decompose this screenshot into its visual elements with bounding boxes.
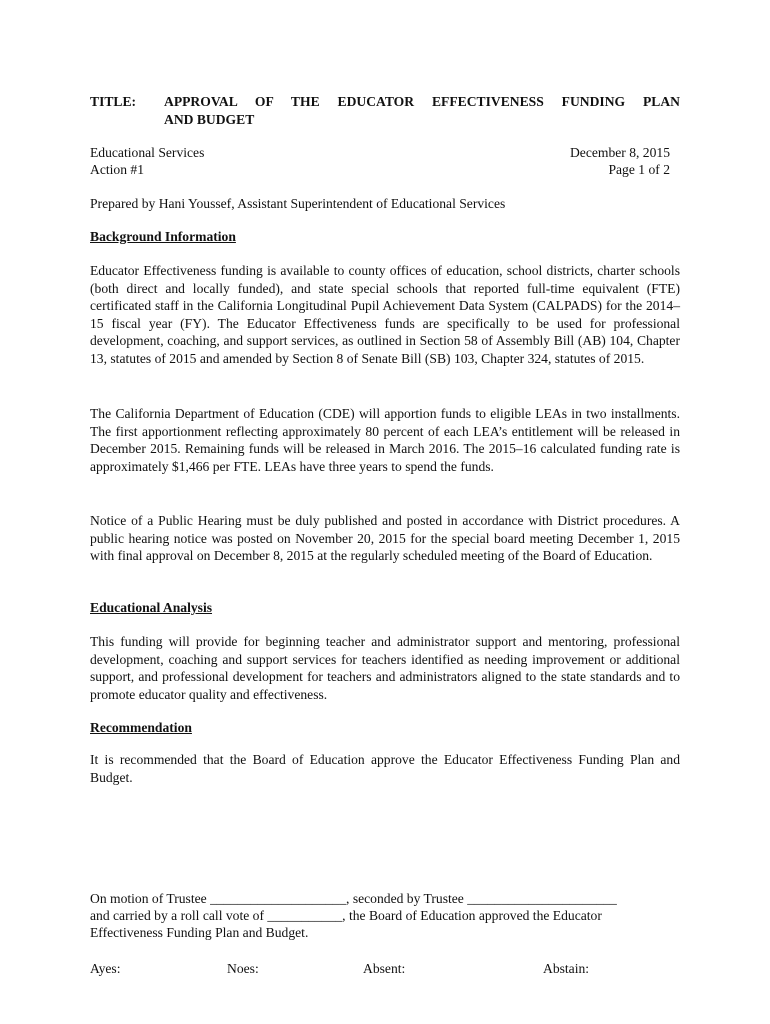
background-heading: Background Information	[90, 229, 236, 244]
prepared-by: Prepared by Hani Youssef, Assistant Superintendent of Educational Services	[90, 196, 506, 211]
background-paragraph-1: Educator Effectiveness funding is available to county offices of education, school districts, charter schools (both direct and locally funded), and state special schools that reported full-time equivalent (FTE) certificated staff in the California Longitudinal Pupil Achievement Data System (CALPADS) for the 2014–15 fiscal year (FY). The Educator Effectiveness funds are specifically to be used for professional development, coaching, and support services, as outlined in Section 58 of Assembly Bill (AB) 104, Chapter 13, statutes of 2015 and amended by Section 8 of Senate Bill (SB) 103, Chapter 324, statutes of 2015.	[90, 263, 680, 366]
roll-call-votes	[90, 960, 680, 978]
page-number: Page 1 of 2	[608, 162, 670, 177]
background-paragraph-3: Notice of a Public Hearing must be duly published and posted in accordance with District procedures. A public hearing notice was posted on November 20, 2015 for the special board meeting December 1, 2015 with final approval on December 8, 2015 at the regularly scheduled meeting of the Board of Education.	[90, 513, 680, 563]
meeting-date: December 8, 2015	[569, 145, 670, 160]
title-line-1: APPROVAL OF THE EDUCATOR EFFECTIVENESS FUNDING PLAN	[164, 94, 680, 109]
analysis-paragraph: This funding will provide for beginning teacher and administrator support and mentoring, professional development, coaching and support services for teachers identified as needing improvement or additional support, and professional development for teachers and administrators aligned to the state standards and to promote educator quality and effectiveness.	[90, 634, 680, 702]
analysis-heading: Educational Analysis	[90, 600, 213, 615]
background-paragraph-2: The California Department of Education (CDE) will apportion funds to eligible LEAs in two installments. The first apportionment reflecting approximately 80 percent of each LEA’s entitlement will be released in December 2015. Remaining funds will be released in March 2016. The 2015–16 calculated funding rate is approximately $1,466 per FTE. LEAs have three years to spend the funds.	[90, 406, 680, 474]
department: Educational Services	[90, 145, 205, 160]
motion-line-2: and carried by a roll call vote of ___________, the Board of Education approved the Educator	[90, 908, 602, 923]
motion-line-3: Effectiveness Funding Plan and Budget.	[90, 925, 309, 940]
title-line-2: AND BUDGET	[164, 112, 255, 127]
absent-label: Absent:	[363, 961, 406, 976]
action-number: Action #1	[90, 162, 144, 177]
motion-line-1: On motion of Trustee ____________________, seconded by Trustee ______________________	[90, 891, 617, 906]
recommendation-heading: Recommendation	[90, 720, 192, 735]
ayes-label: Ayes:	[90, 961, 121, 976]
noes-label: Noes:	[227, 961, 259, 976]
recommendation-paragraph: It is recommended that the Board of Education approve the Educator Effectiveness Funding Plan and Budget.	[90, 752, 680, 785]
title-label: TITLE:	[90, 94, 137, 109]
abstain-label: Abstain:	[543, 961, 590, 976]
